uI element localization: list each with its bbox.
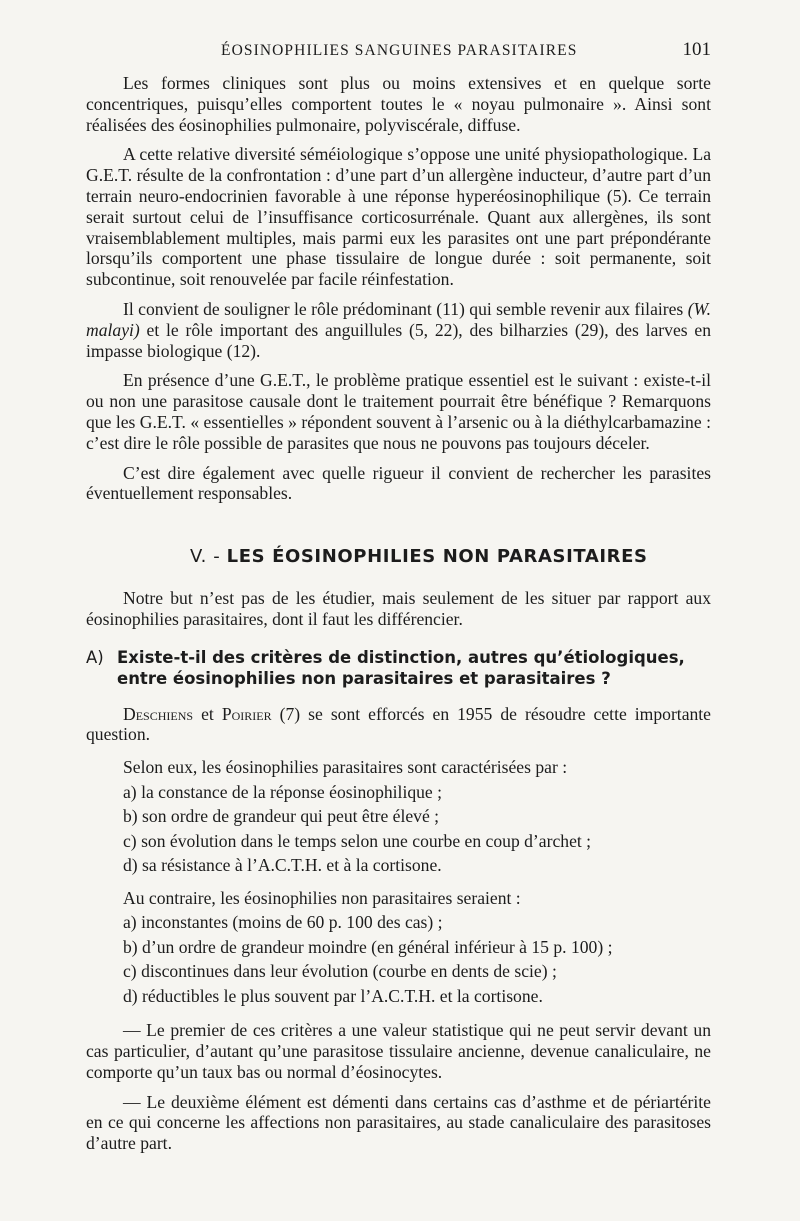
nonparasitic-criteria-lead: Au contraire, les éosinophilies non parasitaires seraient : — [123, 887, 521, 908]
parasitic-criteria-lead: Selon eux, les éosinophilies parasitaires sont caractérisées par : — [123, 757, 568, 778]
section-intro: Notre but n’est pas de les étudier, mais seulement de les situer par rapport aux éosinophilies parasitaires, dont il faut les différencier. — [86, 587, 711, 629]
page-body — [86, 73, 711, 1154]
paragraph-filariae-part1: Il convient de souligner le rôle prédominant (11) qui semble revenir aux filaires — [123, 298, 688, 319]
paragraph-filariae-part2: et le rôle important des anguillules (5, 22), des bilharzies (29), des larves en impasse biologique (12). — [86, 319, 711, 361]
section-number: V. - — [190, 546, 221, 568]
author-deschiens: Deschiens — [123, 703, 194, 724]
author-conjunction: et — [201, 703, 214, 724]
parasitic-criteria-list — [86, 755, 711, 878]
authors-paragraph-rest: (7) se sont efforcés en 1955 de résoudre cette importante question. — [86, 703, 711, 745]
paragraph-rigor: C’est dire également avec quelle rigueur il convient de rechercher les parasites éventuellement responsables. — [86, 462, 711, 504]
paragraph-clinical-forms: Les formes cliniques sont plus ou moins extensives et en quelque sorte concentriques, puisqu’elles comportent toutes le « noyau pulmonaire ». Ainsi sont réalisées des éosinophilies pulmonaire, polyviscérale, diffuse. — [86, 73, 711, 135]
list-item: d) sa résistance à l’A.C.T.H. et à la cortisone. — [123, 855, 442, 876]
note-first-criterion: — Le premier de ces critères a une valeur statistique qui ne peut servir devant un cas particulier, d’autant qu’une parasitose tissulaire ancienne, devenue canaliculaire, ne comporte qu’un taux bas ou normal d’éosinocytes. — [86, 1020, 711, 1082]
subsection-title: Existe-t-il des critères de distinction, autres qu’étiologiques, entre éosinophilies non parasitaires et parasitaires ? — [117, 647, 685, 688]
nonparasitic-criteria-list — [86, 886, 711, 1009]
subsection-heading — [86, 647, 711, 689]
list-item: b) son ordre de grandeur qui peut être élevé ; — [123, 806, 440, 827]
note-second-criterion: — Le deuxième élément est démenti dans certains cas d’asthme et de périartérite en ce qui concerne les affections non parasitaires, au stade canaliculaire des parasitoses d’autre part. — [86, 1091, 711, 1154]
running-title: ÉOSINOPHILIES SANGUINES PARASITAIRES — [221, 42, 578, 59]
list-item: c) son évolution dans le temps selon une courbe en coup d’archet ; — [123, 830, 592, 851]
section-title: LES ÉOSINOPHILIES NON PARASITAIRES — [226, 546, 648, 568]
list-item: a) la constance de la réponse éosinophilique ; — [123, 781, 443, 802]
list-item: b) d’un ordre de grandeur moindre (en général inférieur à 15 p. 100) ; — [123, 936, 613, 957]
species-name: (W. malayi) — [86, 298, 711, 340]
page-number: 101 — [682, 39, 711, 60]
section-heading — [86, 547, 711, 568]
paragraph-filariae — [86, 299, 711, 361]
list-item: d) réductibles le plus souvent par l’A.C.T.H. et la cortisone. — [123, 985, 543, 1006]
subsection-label: A) — [86, 647, 104, 667]
list-item: c) discontinues dans leur évolution (courbe en dents de scie) ; — [123, 961, 557, 982]
paragraph-physiopathology: A cette relative diversité séméiologique s’oppose une unité physiopathologique. La G.E.T. résulte de la confrontation : d’une part d’un allergène inducteur, d’autre part d’un terrain neuro-endocrinien favorable à une réponse hyperéosinophilique (5). Ce terrain serait surtout celui de l’insuffisance corticosurrénale. Quant aux allergènes, ils sont vraisemblablement multiples, mais parmi eux les parasites ont une part prépondérante lorsqu’ils comportent une phase tissulaire de longue durée : soit permanente, soit subcontinue, soit renouvelée par facile réinfestation. — [86, 144, 711, 290]
paragraph-practical-problem: En présence d’une G.E.T., le problème pratique essentiel est le suivant : existe-t-il ou non une parasitose causale dont le traitement pourrait être bénéfique ? Remarquons que les G.E.T. « essentielles » répondent souvent à l’arsenic ou à la diéthylcarbamazine : c’est dire le rôle possible de parasites que nous ne pouvons pas toujours déceler. — [86, 370, 711, 453]
author-poirier: Poirier — [221, 703, 272, 724]
list-item: a) inconstantes (moins de 60 p. 100 des cas) ; — [123, 912, 443, 933]
authors-paragraph — [86, 704, 711, 746]
